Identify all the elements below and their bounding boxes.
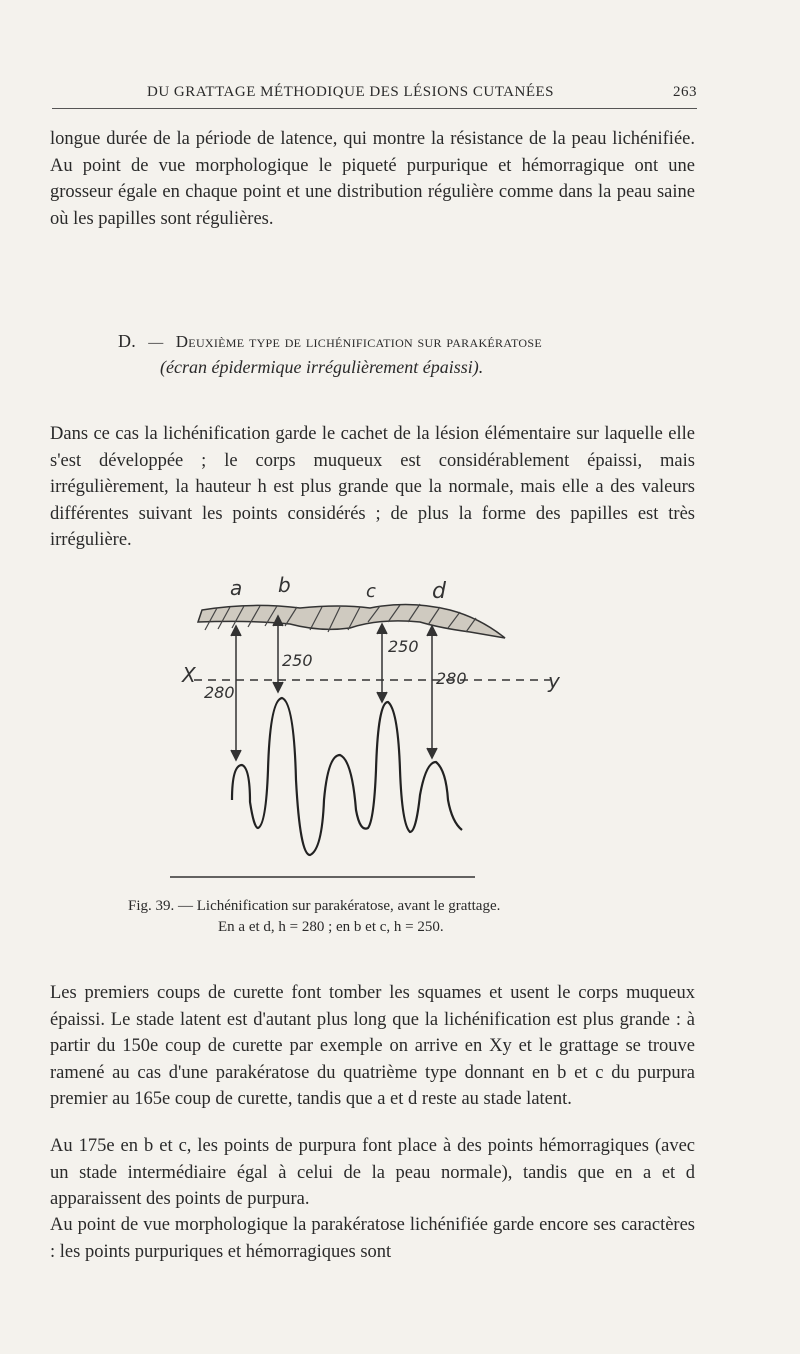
section-subtitle: (écran épidermique irrégulièrement épaissi).: [160, 357, 484, 377]
epidermis-band: [198, 604, 505, 638]
header-rule: [52, 108, 697, 109]
section-dash: —: [148, 335, 164, 351]
figure-caption-line-2: En a et d, h = 280 ; en b et c, h = 250.: [218, 919, 444, 935]
section-letter: D.: [118, 331, 137, 351]
label-h-a: 280: [204, 683, 235, 702]
section-heading: [118, 331, 542, 352]
papillae-outline: [232, 698, 462, 855]
label-y: y: [548, 669, 560, 693]
label-x: X: [182, 663, 196, 687]
paragraph-4: Au 175e en b et c, les points de purpura font place à des points hémorragiques (avec un stade intermédiaire égal à celui de la peau normale), tandis que en a et d apparaissent des points de purpura.: [50, 1136, 695, 1209]
label-b: b: [278, 573, 291, 597]
figure-39-diagram: [170, 570, 560, 885]
figure-caption-line-1: Fig. 39. — Lichénification sur parakératose, avant le grattage.: [128, 898, 501, 914]
label-h-b: 250: [282, 651, 313, 670]
label-h-c: 250: [388, 637, 419, 656]
section-title: Deuxième type de lichénification sur parakératose: [175, 332, 542, 351]
page-number: 263: [673, 84, 697, 100]
running-head-title: DU GRATTAGE MÉTHODIQUE DES LÉSIONS CUTANÉES: [147, 84, 554, 100]
label-c: c: [366, 581, 376, 602]
paragraph-3: Les premiers coups de curette font tomber les squames et usent le corps muqueux épaissi. Le stade latent est d'autant plus long que la lichénification est plus grande : à partir du 150e coup de curette par exemple on arrive en Xy et le grattage se trouve ramené au cas d'une parakératose du quatrième type donnant en b et c du purpura premier au 165e coup de curette, tandis que a et d reste au stade latent.: [50, 983, 695, 1109]
label-a: a: [230, 576, 243, 600]
paragraph-5: Au point de vue morphologique la parakératose lichénifiée garde encore ses caractères : les points purpuriques et hémorragiques sont: [50, 1215, 695, 1262]
label-h-d: 280: [436, 669, 467, 688]
paragraph-2: Dans ce cas la lichénification garde le cachet de la lésion élémentaire sur laquelle elle s'est développée ; le corps muqueux est considérablement épaissi, mais irrégulièrement, la hauteur h est plus grande que la normale, mais elle a des valeurs différentes suivant les points considérés ; de plus la forme des papilles est très irrégulière.: [50, 424, 695, 550]
label-d: d: [432, 579, 446, 604]
paragraph-1: longue durée de la période de latence, qui montre la résistance de la peau lichénifiée. Au point de vue morphologique le piqueté purpurique et hémorragique ont une grosseur égale en chaque point et une distribution régulière comme dans la peau saine où les papilles sont régulières.: [50, 129, 695, 229]
